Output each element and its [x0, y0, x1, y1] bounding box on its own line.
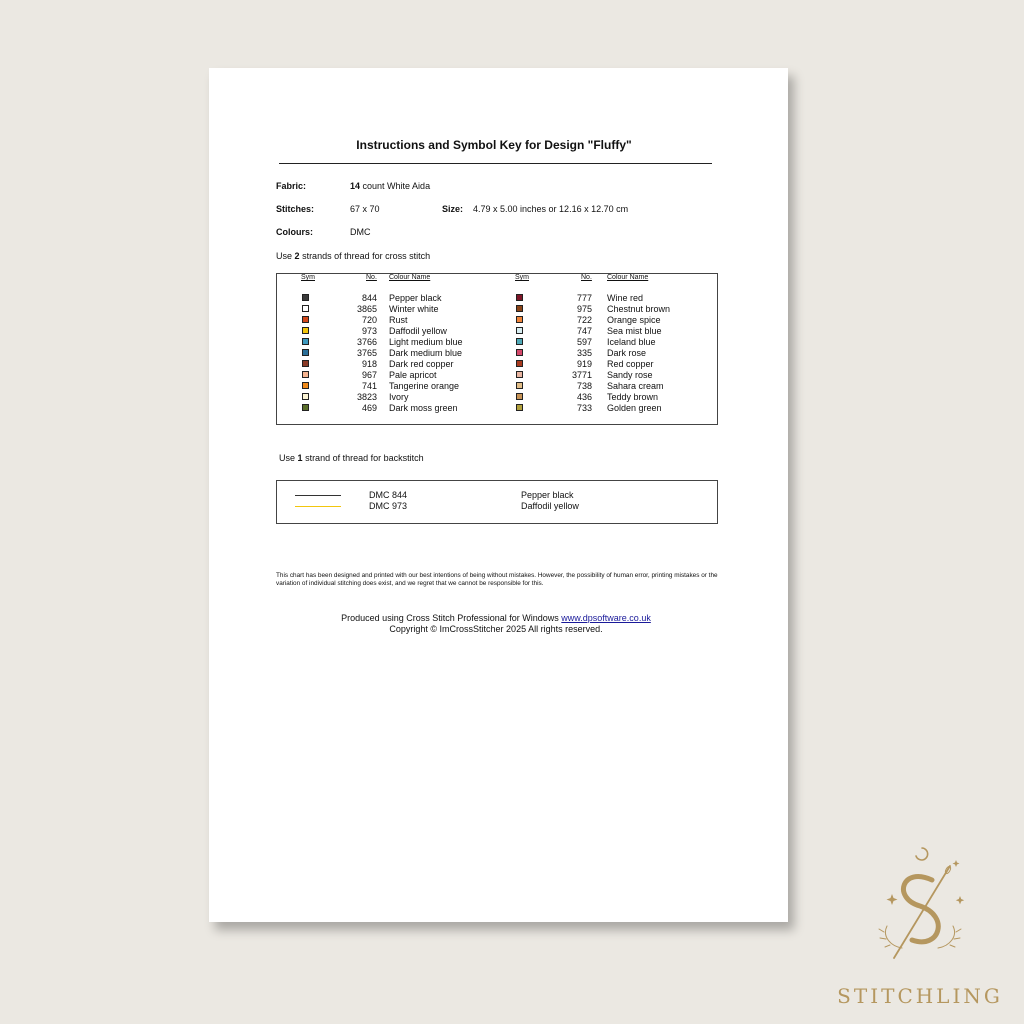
colour-name: Iceland blue — [607, 337, 656, 347]
colour-number: 3823 — [356, 392, 377, 402]
colour-symbol-icon — [516, 305, 523, 312]
fabric-label: Fabric: — [276, 181, 307, 191]
produced-text: Produced using Cross Stitch Professional for Windows — [341, 613, 559, 623]
backstitch-name: Pepper black — [521, 490, 574, 500]
colour-name: Chestnut brown — [607, 304, 671, 314]
colour-symbol-icon — [516, 316, 523, 323]
colour-number: 335 — [576, 348, 592, 358]
stitches-value: 67 x 70 — [350, 204, 380, 214]
key-row — [277, 359, 492, 370]
key-row — [277, 370, 492, 381]
backstitch-code: DMC 844 — [369, 490, 408, 500]
sheet-title: Instructions and Symbol Key for Design "Fluffy" — [356, 138, 632, 152]
colour-name: Winter white — [389, 304, 439, 314]
colour-number: 3766 — [356, 337, 377, 347]
key-row — [497, 315, 712, 326]
colour-name: Pale apricot — [389, 370, 437, 380]
key-row — [277, 403, 492, 414]
colour-symbol-icon — [516, 404, 523, 411]
colour-symbol-icon — [516, 360, 523, 367]
colour-number: 3865 — [356, 304, 377, 314]
backstitch-table — [276, 480, 718, 524]
colour-name: Wine red — [607, 293, 644, 303]
colour-number: 722 — [576, 315, 592, 325]
needle-s-emblem-icon — [832, 836, 1008, 984]
key-row — [277, 304, 492, 315]
colour-symbol-icon — [302, 360, 309, 367]
colours-label: Colours: — [276, 227, 313, 237]
colour-name: Dark rose — [607, 348, 647, 358]
colour-name: Golden green — [607, 403, 662, 413]
brand-wordmark: STITCHLING — [837, 984, 1003, 1008]
key-row — [277, 392, 492, 403]
colour-symbol-icon — [516, 382, 523, 389]
colour-symbol-icon — [516, 294, 523, 301]
colour-symbol-icon — [302, 404, 309, 411]
backstitch-line-black — [295, 495, 341, 496]
colour-name: Daffodil yellow — [389, 326, 447, 336]
key-row — [497, 392, 712, 403]
colour-number: 919 — [576, 359, 592, 369]
colour-name: Pepper black — [389, 293, 442, 303]
colour-symbol-icon — [302, 371, 309, 378]
colour-symbol-icon — [516, 371, 523, 378]
key-row — [497, 304, 712, 315]
stitchling-logo — [832, 836, 1008, 1016]
header-colour-name: Colour Name — [389, 274, 431, 281]
colour-name: Teddy brown — [607, 392, 659, 402]
colour-number: 844 — [361, 293, 377, 303]
key-row — [277, 315, 492, 326]
colour-name: Red copper — [607, 359, 654, 369]
backstitch-name: Daffodil yellow — [521, 501, 579, 511]
colour-name: Rust — [389, 315, 408, 325]
back-note-prefix: Use — [279, 453, 296, 463]
colour-symbol-icon — [302, 338, 309, 345]
fabric-value — [350, 181, 430, 191]
key-row — [277, 337, 492, 348]
header-colour-name: Colour Name — [607, 274, 649, 281]
colour-number: 597 — [576, 337, 592, 347]
colour-name: Sandy rose — [607, 370, 653, 380]
disclaimer-text: This chart has been designed and printed with our best intentions of being without mistakes. However, the possibility of human error, printing mistakes or the variation of individual stitching does exist, and we regret that we cannot be responsible for this. — [276, 572, 718, 587]
cross-note-prefix: Use — [276, 251, 293, 261]
colour-symbol-icon — [516, 338, 523, 345]
colour-symbol-icon — [516, 327, 523, 334]
colour-number: 747 — [576, 326, 592, 336]
key-row — [497, 359, 712, 370]
cross-note-count: 2 — [294, 251, 300, 261]
colour-symbol-icon — [516, 393, 523, 400]
colour-number: 967 — [361, 370, 377, 380]
fabric-count: 14 — [350, 181, 361, 191]
title-divider — [279, 163, 712, 164]
colour-symbol-icon — [302, 294, 309, 301]
colour-number: 720 — [361, 315, 377, 325]
colour-symbol-icon — [302, 382, 309, 389]
symbol-key-table — [276, 273, 718, 425]
key-row — [277, 381, 492, 392]
colour-symbol-icon — [302, 316, 309, 323]
colour-number: 975 — [576, 304, 592, 314]
copyright-text: Copyright © ImCrossStitcher 2025 All rights reserved. — [389, 624, 603, 634]
colour-symbol-icon — [302, 327, 309, 334]
colour-number: 3771 — [571, 370, 592, 380]
size-value: 4.79 x 5.00 inches or 12.16 x 12.70 cm — [473, 204, 629, 214]
cross-note-suffix: strands of thread for cross stitch — [302, 251, 431, 261]
colour-name: Ivory — [389, 392, 409, 402]
colour-name: Sea mist blue — [607, 326, 662, 336]
colour-name: Tangerine orange — [389, 381, 460, 391]
key-row — [277, 348, 492, 359]
key-row — [277, 326, 492, 337]
key-row — [497, 337, 712, 348]
key-row — [497, 381, 712, 392]
back-note-count: 1 — [297, 453, 303, 463]
fabric-description: count White Aida — [362, 181, 431, 191]
colour-number: 469 — [361, 403, 377, 413]
colour-number: 973 — [361, 326, 377, 336]
colour-number: 436 — [576, 392, 592, 402]
colour-symbol-icon — [302, 305, 309, 312]
back-note-suffix: strand of thread for backstitch — [305, 453, 424, 463]
colour-number: 741 — [361, 381, 377, 391]
key-row — [497, 370, 712, 381]
cross-stitch-note — [276, 251, 430, 261]
header-no: No. — [581, 274, 592, 281]
colour-number: 3765 — [356, 348, 377, 358]
colour-symbol-icon — [302, 349, 309, 356]
website-link[interactable]: www.dpsoftware.co.uk — [561, 613, 651, 623]
instruction-sheet — [209, 68, 788, 922]
colour-number: 777 — [576, 293, 592, 303]
key-row — [497, 293, 712, 304]
colour-name: Light medium blue — [389, 337, 463, 347]
header-sym: Sym — [515, 274, 529, 281]
key-row — [497, 403, 712, 414]
size-label: Size: — [442, 204, 464, 214]
stitches-label: Stitches: — [276, 204, 315, 214]
produced-line — [276, 613, 716, 624]
colours-value: DMC — [350, 227, 371, 237]
key-row — [277, 293, 492, 304]
colour-name: Dark red copper — [389, 359, 454, 369]
backstitch-line-yellow — [295, 506, 341, 507]
backstitch-code: DMC 973 — [369, 501, 408, 511]
colour-name: Orange spice — [607, 315, 661, 325]
colour-name: Dark medium blue — [389, 348, 463, 358]
key-row — [497, 326, 712, 337]
header-no: No. — [366, 274, 377, 281]
colour-number: 733 — [576, 403, 592, 413]
colour-name: Sahara cream — [607, 381, 664, 391]
colour-number: 738 — [576, 381, 592, 391]
key-row — [497, 348, 712, 359]
colour-symbol-icon — [302, 393, 309, 400]
colour-name: Dark moss green — [389, 403, 458, 413]
colour-number: 918 — [361, 359, 377, 369]
colour-symbol-icon — [516, 349, 523, 356]
backstitch-note — [279, 453, 424, 463]
produced-footer — [276, 613, 716, 635]
header-sym: Sym — [301, 274, 315, 281]
